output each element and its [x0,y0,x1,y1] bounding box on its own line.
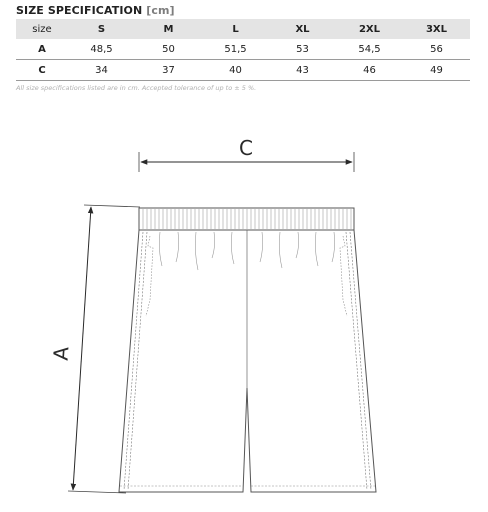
table-cell: 54,5 [358,43,381,55]
size-header: 3XL [425,23,448,35]
dimension-a-arrow [73,207,91,490]
size-column-header: size [32,23,52,35]
table-cell: 56 [430,43,443,55]
dimension-a-label: A [48,345,74,362]
table-cell: 37 [162,64,175,76]
size-header: M [163,23,174,35]
size-header: S [97,23,106,35]
heading-unit: [cm] [146,4,175,17]
tolerance-note: All size specifications listed are in cm. Accepted tolerance of up to ± 5 %. [16,84,257,92]
dimension-c [139,136,354,172]
table-cell: 46 [363,64,376,76]
dimension-c-label: C [239,136,253,160]
table-cell: 49 [430,64,443,76]
size-header: 2XL [358,23,381,35]
row-label: C [38,64,46,76]
heading-title: SIZE SPECIFICATION [16,4,143,17]
table-cell: 40 [229,64,242,76]
table-cell: 53 [296,43,309,55]
table-cell: 48,5 [90,43,113,55]
table-cell: 34 [95,64,108,76]
table-cell: 43 [296,64,309,76]
table-cell: 50 [162,43,175,55]
table-cell: 51,5 [224,43,247,55]
size-header: L [232,23,239,35]
shorts-body [119,230,376,492]
shorts-illustration [119,208,376,492]
row-label: A [38,43,46,55]
size-header: XL [295,23,310,35]
